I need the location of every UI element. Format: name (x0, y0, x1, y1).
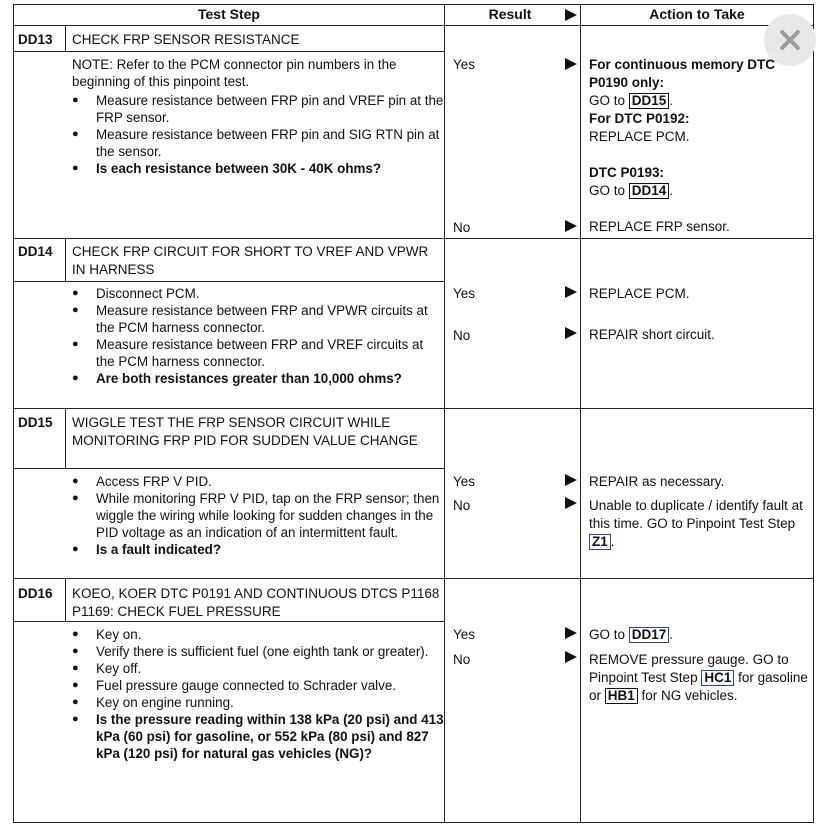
dd13-no: No (453, 220, 471, 235)
dd15-bullet: ● While monitoring FRP V PID, tap on the FRP sensor; then wiggle the wiring while looking for sudden changes in the PID voltage as an indication of an intermittent fault. (72, 490, 444, 541)
dd14-yes-arrow-icon (565, 286, 577, 298)
dd13-yes-l3: For DTC P0192: (589, 111, 690, 126)
dd15-yes-action: REPAIR as necessary. (589, 474, 725, 489)
dd16-bullet: ● Key on. (72, 626, 444, 643)
dd15-yes: Yes (453, 474, 476, 489)
header-test-step: Test Step (198, 6, 260, 22)
dd14-yes: Yes (453, 286, 476, 301)
dd13-yes-l4: REPLACE PCM. (589, 129, 690, 144)
col-divider-action (580, 4, 581, 823)
dd15-title: WIGGLE TEST THE FRP SENSOR CIRCUIT WHILE MONITORING FRP PID FOR SUDDEN VALUE CHANGE (72, 415, 418, 448)
dd13-yes-action (589, 56, 814, 200)
dd16-yes: Yes (453, 627, 476, 642)
dd14-bullet: ● Disconnect PCM. (72, 285, 444, 302)
dd13-note: NOTE: Refer to the PCM connector pin numbers in the beginning of this pinpoint test. (72, 57, 397, 89)
dd13-bullet: ● Measure resistance between FRP pin and VREF pin at the FRP sensor. (72, 92, 444, 126)
dd14-no-arrow-icon (565, 327, 577, 339)
dd14-bullet: ● Measure resistance between FRP and VPWR circuits at the PCM harness connector. (72, 302, 444, 336)
dd13-title-divider (13, 51, 445, 52)
dd13-yes-l1: For continuous memory DTC P0190 only: (589, 57, 776, 90)
dd13-yes-l5: DTC P0193: (589, 165, 665, 180)
dd15-no-action: Unable to duplicate / identify fault at this time. GO to Pinpoint Test Step Z1 . (589, 498, 803, 549)
table-border-left (13, 4, 14, 823)
dd14-step-id: DD14 (18, 244, 53, 259)
col-divider-result (444, 4, 445, 823)
go-to-text: GO to (589, 93, 629, 108)
dd16-yes-action: GO to DD17 . (589, 627, 674, 642)
dd15-bullet: ● Access FRP V PID. (72, 473, 444, 490)
row-divider-dd14 (13, 238, 814, 239)
dd13-question: ● Is each resistance between 30K - 40K ohms? (72, 160, 444, 177)
row-divider-dd16 (13, 578, 814, 579)
dd16-title: KOEO, KOER DTC P0191 AND CONTINUOUS DTCS P1168 P1169: CHECK FUEL PRESSURE (72, 586, 440, 619)
header-divider (13, 25, 814, 26)
dd13-no-action: REPLACE FRP sensor. (589, 219, 730, 234)
dd13-yes-arrow-icon (565, 58, 577, 70)
dd16-bullet: ● Key off. (72, 660, 444, 677)
dd15-question: ● Is a fault indicated? (72, 541, 444, 558)
dd13-yes-go1: GO to DD15 . (589, 93, 674, 108)
ref-dd15-link[interactable]: DD15 (629, 93, 670, 109)
ref-dd14-link[interactable]: DD14 (629, 183, 670, 199)
dd14-body (72, 285, 444, 387)
row-divider-dd15 (13, 408, 814, 409)
dd16-no-text1: REMOVE pressure gauge. GO to Pinpoint Test Step (589, 652, 789, 685)
dd15-no-action-text: Unable to duplicate / identify fault at this time. GO to Pinpoint Test Step (589, 498, 803, 531)
dd14-title-divider (13, 281, 445, 282)
dd16-no-text2: for gasoline or (589, 670, 808, 703)
dd13-id-divider (65, 25, 66, 52)
dd14-yes-action: REPLACE PCM. (589, 286, 690, 301)
dd14-no-action: REPAIR short circuit. (589, 327, 715, 342)
dd16-no-arrow-icon (565, 651, 577, 663)
dd15-no: No (453, 498, 471, 513)
dd16-bullet: ● Verify there is sufficient fuel (one eighth tank or greater). (72, 643, 444, 660)
dd16-yes-arrow-icon (565, 627, 577, 639)
dd16-no-action (589, 651, 814, 705)
dd13-yes-go2: GO to DD14 . (589, 183, 674, 198)
dd16-no: No (453, 652, 471, 667)
dd13-bullet: ● Measure resistance between FRP pin and SIG RTN pin at the sensor. (72, 126, 444, 160)
dd14-id-divider (65, 238, 66, 282)
header-action: Action to Take (649, 6, 745, 22)
dd13-no-arrow-icon (565, 220, 577, 232)
dd14-question: ● Are both resistances greater than 10,000 ohms? (72, 370, 444, 387)
dd16-no-text3: for NG vehicles. (637, 688, 738, 703)
header-result: Result (488, 6, 532, 22)
dd15-yes-arrow-icon (565, 474, 577, 486)
dd13-title: CHECK FRP SENSOR RESISTANCE (72, 32, 300, 47)
dd16-id-divider (65, 578, 66, 622)
dd13-step-id: DD13 (18, 32, 53, 47)
dd14-no: No (453, 328, 471, 343)
dd16-bullet: ● Key on engine running. (72, 694, 444, 711)
table-border-bottom (13, 822, 814, 823)
dd15-body (72, 473, 444, 558)
dd15-step-id: DD15 (18, 415, 53, 430)
dd16-body (72, 626, 444, 762)
table-border-top (13, 4, 814, 5)
dd16-question: ● Is the pressure reading within 138 kPa (20 psi) and 413 kPa (60 psi) for gasoline, or 552 kPa (80 psi) and 827 kPa (120 psi) for natural gas vehicles (NG)? (72, 711, 444, 762)
go-to-text: GO to (589, 627, 629, 642)
header-arrow-icon (565, 9, 577, 21)
go-to-text: GO to (589, 183, 629, 198)
ref-dd17-link[interactable]: DD17 (629, 627, 670, 643)
ref-hb1-link[interactable]: HB1 (605, 688, 638, 704)
dd15-no-arrow-icon (565, 497, 577, 509)
ref-z1-link[interactable]: Z1 (589, 534, 611, 550)
dd15-title-divider (13, 468, 445, 469)
ref-hc1-link[interactable]: HC1 (701, 670, 734, 686)
dd15-id-divider (65, 408, 66, 469)
dd16-bullet: ● Fuel pressure gauge connected to Schrader valve. (72, 677, 444, 694)
dd16-step-id: DD16 (18, 586, 53, 601)
dd14-bullet: ● Measure resistance between FRP and VREF circuits at the PCM harness connector. (72, 336, 444, 370)
dd13-body (72, 56, 444, 177)
dd13-yes: Yes (453, 57, 476, 72)
dd16-title-divider (13, 621, 445, 622)
dd14-title: CHECK FRP CIRCUIT FOR SHORT TO VREF AND VPWR IN HARNESS (72, 244, 429, 277)
